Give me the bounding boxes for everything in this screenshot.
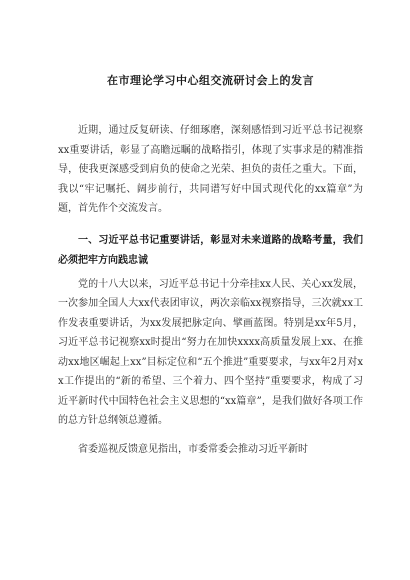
section-heading-1: 一、习近平总书记重要讲话，彰显对未来道路的战略考量，我们必须把牢方向践忠诚 — [58, 234, 363, 266]
body-paragraph-2: 省委巡视反馈意见指出，市委常委会推动习近平新时 — [78, 443, 308, 455]
body-paragraph-1: 党的十八大以来，习近平总书记十分牵挂xx人民、关心xx发展，一次参加全国人大xx代表团审议，两次亲临xx视察指导，三次就xx工作发表重要讲话，为xx发展把脉定向、擘画蓝图。特别是xx年5月，习近平总书记视察xx时提出“努力在加快xxxx高质量发展上xx、在推动xx地区崛起上xx”目标定位和“五个推进”重要要求，与xx年2月对xx工作提出的“新的希望、三个着力、四个坚持”重要要求，构成了习近平新时代中国特色社会主义思想的“xx篇章”，是我们做好各项工作的总方针总纲领总遵循。 — [58, 278, 363, 426]
intro-paragraph: 近期，通过反复研读、仔细琢磨，深刻感悟到习近平总书记视察xx重要讲话，彰显了高瞻远瞩的战略指引，体现了实事求是的精准指导，使我更深感受到肩负的使命之光荣、担负的责任之重大。下面，我以“牢记嘱托、阔步前行，共同谱写好中国式现代化的xx篇章”为题，首先作个交流发言。 — [58, 125, 363, 214]
document-title: 在市理论学习中心组交流研讨会上的发言 — [107, 74, 314, 87]
paragraph-gap — [58, 431, 363, 440]
paragraph-gap — [58, 219, 363, 228]
